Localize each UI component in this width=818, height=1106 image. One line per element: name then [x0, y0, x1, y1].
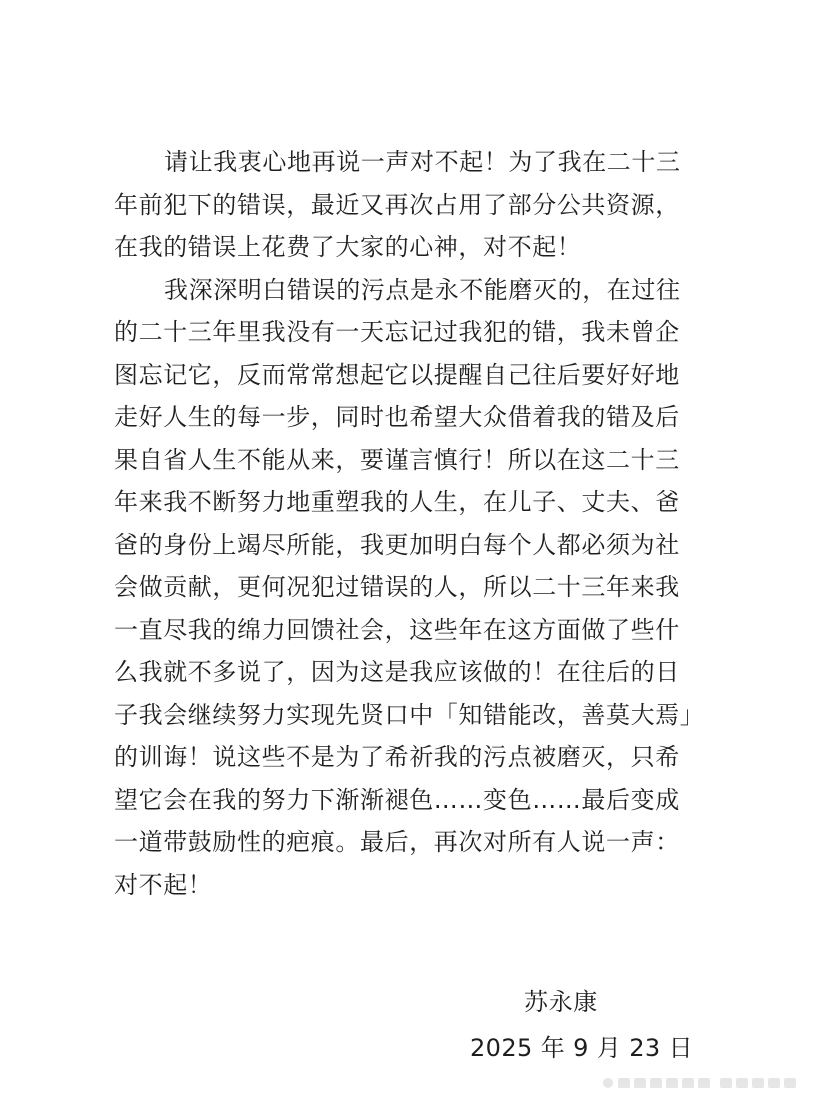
text-line: 爸的身份上竭尽所能，我更加明白每个人都必须为社	[114, 530, 680, 559]
text-line: 的训诲！说这些不是为了希祈我的污点被磨灭，只希	[114, 743, 680, 771]
text-line: 在我的错误上花费了大家的心神，对不起！	[114, 233, 582, 261]
text-line: 对不起！	[114, 870, 213, 899]
text-line: 年前犯下的错误，最近又再次占用了部分公共资源，	[114, 190, 680, 219]
text-line: 年来我不断努力地重塑我的人生，在儿子、丈夫、爸	[114, 488, 680, 516]
signature-name: 苏永康	[524, 988, 598, 1016]
signature-date: 2025 年 9 月 23 日	[470, 1034, 694, 1062]
text-line: 图忘记它，反而常常想起它以提醒自己往后要好好地	[114, 360, 680, 389]
text-line: 一道带鼓励性的疤痕。最后，再次对所有人说一声：	[114, 828, 680, 856]
paragraph-reflection	[114, 269, 714, 907]
letter-body	[114, 141, 714, 906]
text-line: 的二十三年里我没有一天忘记过我犯的错，我未曾企	[114, 318, 680, 346]
text-line: 我深深明白错误的污点是永不能磨灭的，在过往	[164, 275, 681, 304]
text-line: 请让我衷心地再说一声对不起！为了我在二十三	[164, 148, 681, 176]
text-line: 子我会继续努力实现先贤口中「知错能改，善莫大焉」	[114, 700, 705, 729]
text-line: 么我就不多说了，因为这是我应该做的！在往后的日	[114, 658, 680, 686]
text-line: 果自省人生不能从来，要谨言慎行！所以在这二十三	[114, 445, 680, 474]
watermark-icon	[602, 1076, 800, 1090]
text-line: 望它会在我的努力下渐渐褪色……变色……最后变成	[114, 785, 680, 814]
text-line: 一直尽我的绵力回馈社会，这些年在这方面做了些什	[114, 615, 680, 644]
paragraph-apology	[114, 141, 714, 269]
text-line: 会做贡献，更何况犯过错误的人，所以二十三年来我	[114, 573, 680, 601]
text-line: 走好人生的每一步，同时也希望大众借着我的错及后	[114, 403, 680, 431]
